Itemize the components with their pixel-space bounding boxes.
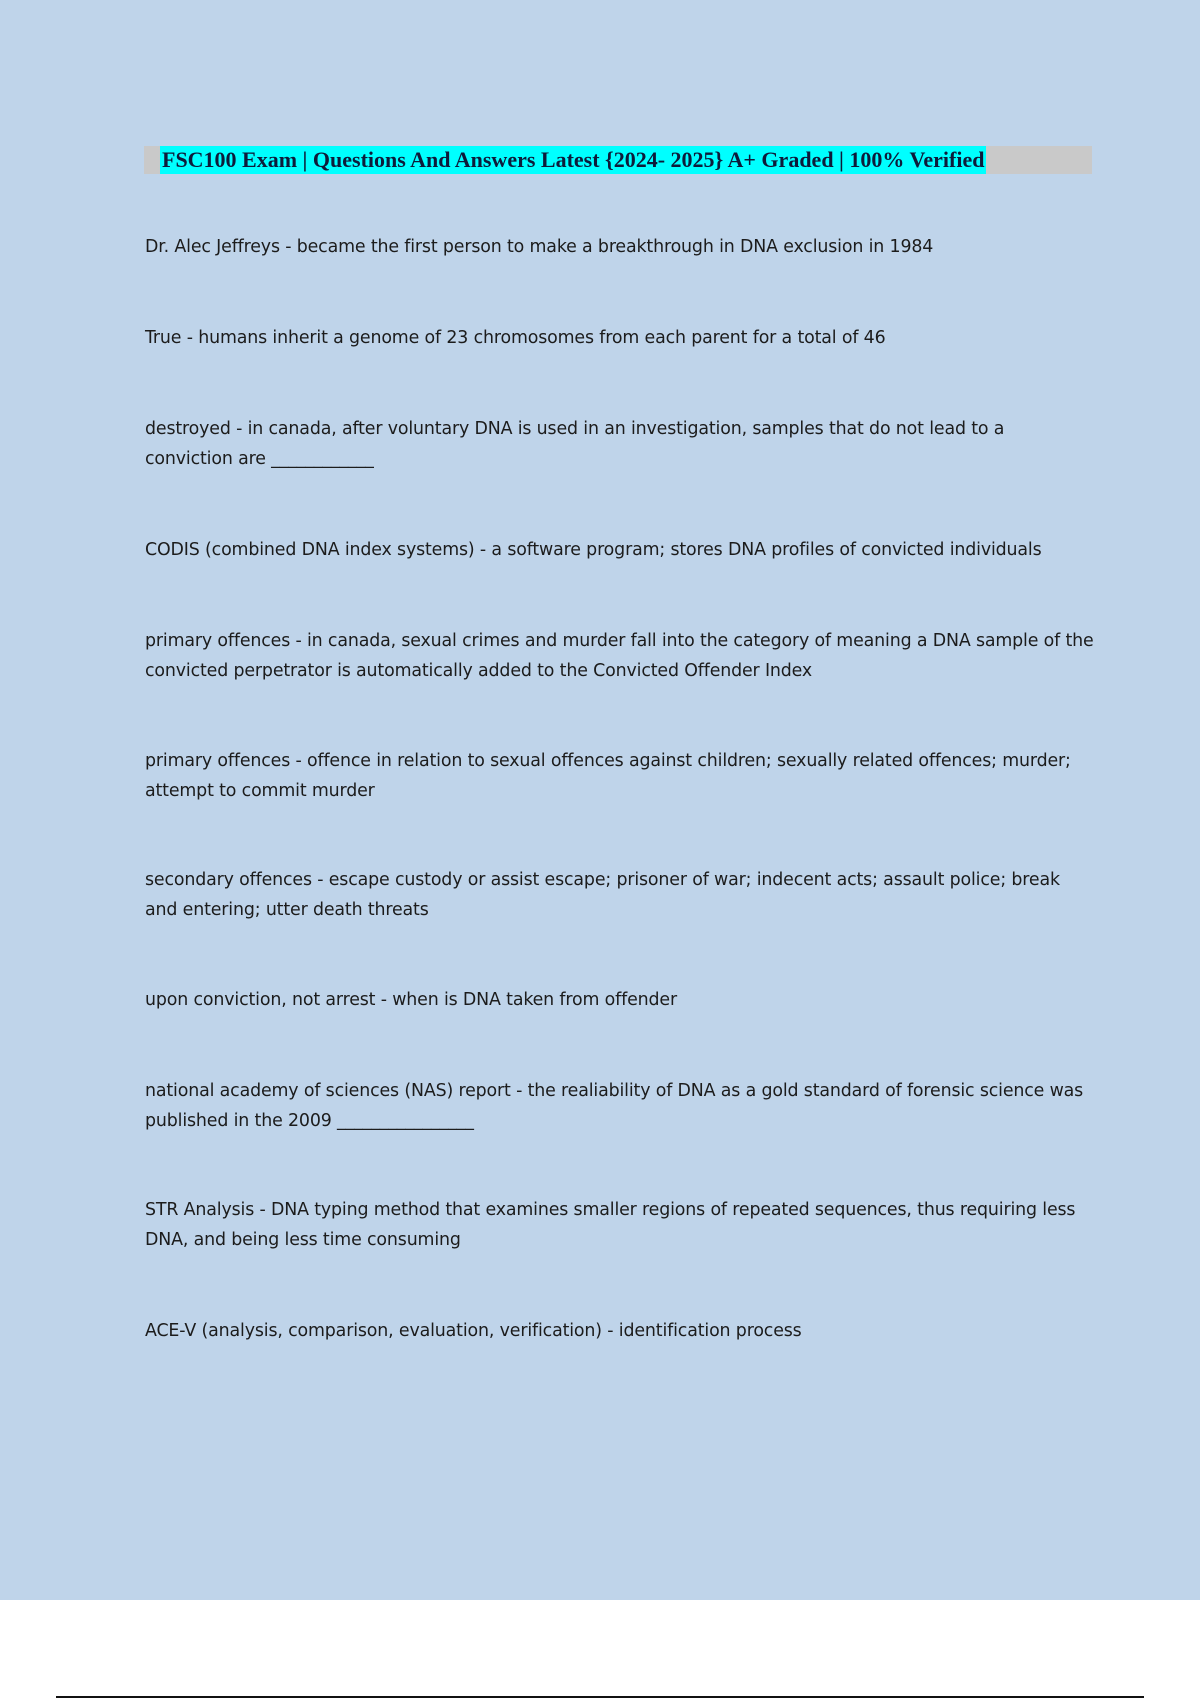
qa-item: True - humans inherit a genome of 23 chromosomes from each parent for a total of 46 xyxy=(145,328,886,348)
qa-item: destroyed - in canada, after voluntary DNA is used in an investigation, samples that do not lead to a conviction are ____________ xyxy=(145,419,1005,469)
qa-item: primary offences - in canada, sexual crimes and murder fall into the category of meaning a DNA sample of the convicted perpetrator is automatically added to the Convicted Offender Index xyxy=(145,631,1094,681)
qa-item: national academy of sciences (NAS) report - the realiability of DNA as a gold standard of forensic science was published in the 2009 ________________ xyxy=(145,1081,1084,1131)
qa-item: STR Analysis - DNA typing method that examines smaller regions of repeated sequences, thus requiring less DNA, and being less time consuming xyxy=(145,1200,1076,1250)
qa-item: secondary offences - escape custody or assist escape; prisoner of war; indecent acts; assault police; break and entering; utter death threats xyxy=(145,870,1060,920)
page-bottom-rule xyxy=(56,1696,1144,1698)
document-title: FSC100 Exam | Questions And Answers Latest {2024- 2025} A+ Graded | 100% Verified xyxy=(162,147,985,172)
qa-item: CODIS (combined DNA index systems) - a software program; stores DNA profiles of convicted individuals xyxy=(145,540,1042,560)
qa-item: ACE-V (analysis, comparison, evaluation, verification) - identification process xyxy=(145,1321,802,1341)
qa-item: primary offences - offence in relation to sexual offences against children; sexually related offences; murder; attempt to commit murder xyxy=(145,751,1071,801)
qa-item: Dr. Alec Jeffreys - became the first person to make a breakthrough in DNA exclusion in 1984 xyxy=(145,237,934,257)
qa-item: upon conviction, not arrest - when is DNA taken from offender xyxy=(145,990,677,1010)
